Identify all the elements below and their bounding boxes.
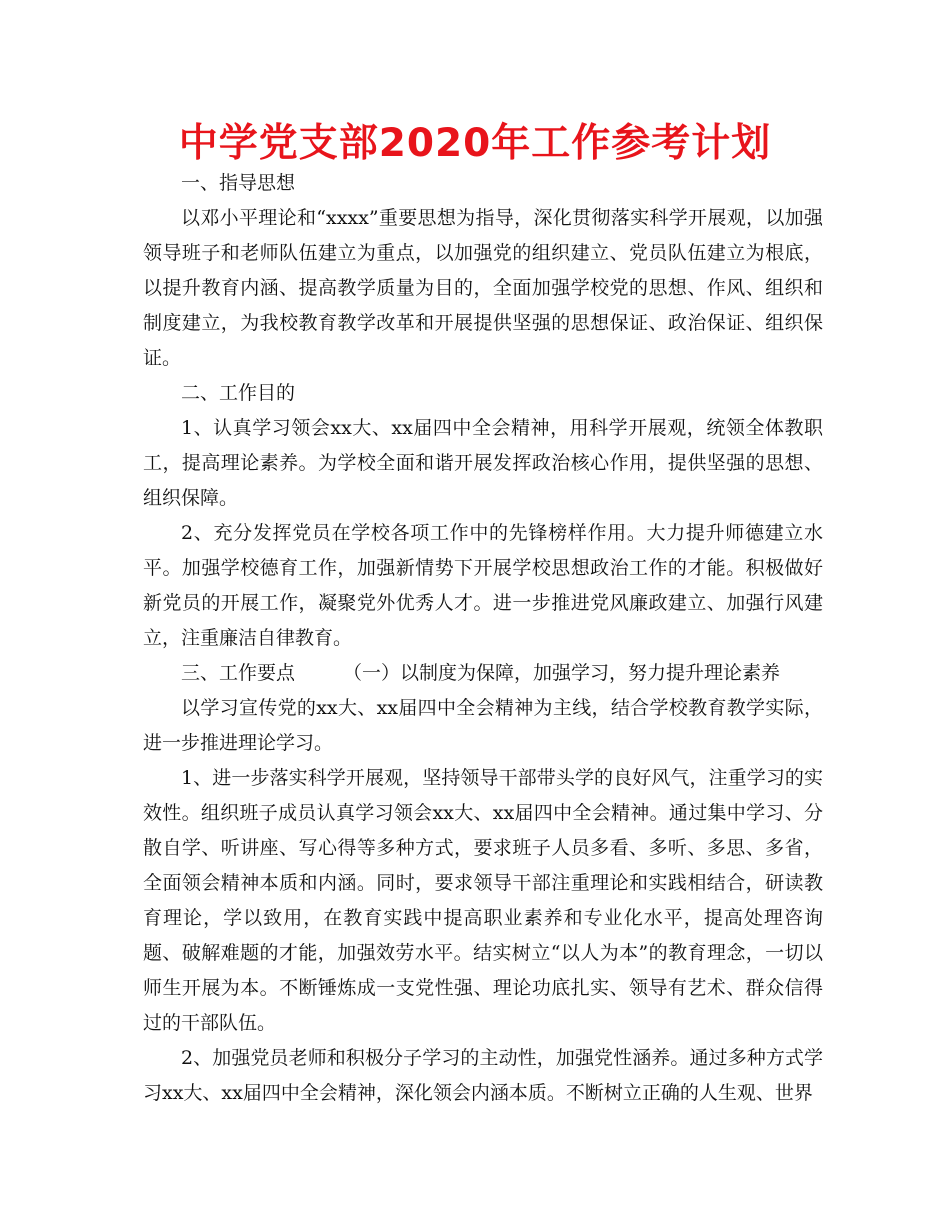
paragraph-guiding-ideology: 以邓小平理论和“xxxx”重要思想为指导，深化贯彻落实科学开展观，以加强领导班子和老师队伍建立为重点，以加强党的组织建立、党员队伍建立为根底，以提升教育内涵、提高教学质量为目的，全面加强学校党的思想、作风、组织和制度建立，为我校教育教学改革和开展提供坚强的思想保证、政治保证、组织保证。 xyxy=(143,207,823,369)
section-heading-guiding-ideology: 一、指导思想 xyxy=(181,172,296,194)
section-heading-work-objectives: 二、工作目的 xyxy=(181,382,296,404)
paragraph-work-points-intro: 以学习宣传党的xx大、xx届四中全会精神为主线，结合学校教育教学实际，进一步推进理论学习。 xyxy=(143,697,823,754)
document-body xyxy=(143,166,823,1111)
subsection-heading-1: （一）以制度为保障，加强学习，努力提升理论素养 xyxy=(343,662,781,684)
section-heading-work-points: 三、工作要点 xyxy=(181,662,296,684)
paragraph-work-point-1: 1、进一步落实科学开展观，坚持领导干部带头学的良好风气，注重学习的实效性。组织班子成员认真学习领会xx大、xx届四中全会精神。通过集中学习、分散自学、听讲座、写心得等多种方式，要求班子人员多看、多听、多思、多省，全面领会精神本质和内涵。同时，要求领导干部注重理论和实践相结合，研读教育理论，学以致用，在教育实践中提高职业素养和专业化水平，提高处理咨询题、破解难题的才能，加强效劳水平。结实树立“以人为本”的教育理念，一切以师生开展为本。不断锤炼成一支党性强、理论功底扎实、领导有艺术、群众信得过的干部队伍。 xyxy=(143,767,823,1034)
paragraph-work-point-2: 2、加强党员老师和积极分子学习的主动性，加强党性涵养。通过多种方式学习xx大、xx届四中全会精神，深化领会内涵本质。不断树立正确的人生观、世界 xyxy=(143,1047,823,1104)
document-title: 中学党支部2020年工作参考计划 xyxy=(178,121,772,166)
paragraph-objective-1: 1、认真学习领会xx大、xx届四中全会精神，用科学开展观，统领全体教职工，提高理论素养。为学校全面和谐开展发挥政治核心作用，提供坚强的思想、组织保障。 xyxy=(143,417,823,509)
section-heading-work-points-line xyxy=(143,656,823,691)
paragraph-objective-2: 2、充分发挥党员在学校各项工作中的先锋榜样作用。大力提升师德建立水平。加强学校德育工作，加强新情势下开展学校思想政治工作的才能。积极做好新党员的开展工作，凝聚党外优秀人才。进一步推进党风廉政建立、加强行风建立，注重廉洁自律教育。 xyxy=(143,522,823,649)
